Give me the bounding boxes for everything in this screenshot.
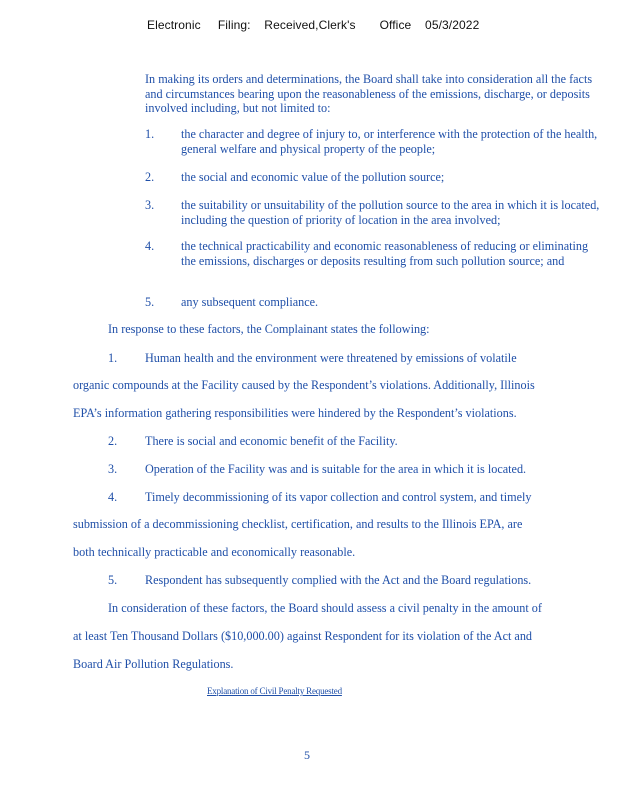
response-number: 1. [108, 351, 118, 365]
factor-text: the technical practicability and economic reasonableness of reducing or eliminating the emissions, discharges or deposits resulting from such pollution source; and [181, 239, 589, 268]
factor-number: 3. [145, 198, 155, 212]
factor-text: the social and economic value of the pollution source; [181, 170, 445, 184]
response-text: both technically practicable and economically reasonable. [73, 545, 356, 559]
response-intro: In response to these factors, the Complainant states the following: [108, 322, 430, 336]
factor-number: 5. [145, 295, 155, 309]
response-text: organic compounds at the Facility caused by the Respondent’s violations. Additionally, Illinois [73, 378, 535, 392]
response-text: Human health and the environment were threatened by emissions of volatile [145, 351, 517, 365]
filing-stamp: Electronic Filing: Received,Clerk's Office 05/3/2022 [147, 18, 480, 32]
response-number: 2. [108, 434, 118, 448]
section-heading: Explanation of Civil Penalty Requested [207, 686, 342, 696]
intro-paragraph: In making its orders and determinations, the Board shall take into consideration all the facts and circumstances bearing upon the reasonableness of the emissions, discharge, or deposits involved including, but not limited to: [145, 72, 593, 115]
response-number: 3. [108, 462, 118, 476]
conclusion-text: at least Ten Thousand Dollars ($10,000.00) against Respondent for its violation of the Act and [73, 629, 533, 643]
conclusion-text: In consideration of these factors, the Board should assess a civil penalty in the amount of [108, 601, 542, 615]
factor-number: 2. [145, 170, 155, 184]
response-text: Timely decommissioning of its vapor collection and control system, and timely [145, 490, 532, 504]
factor-text: the suitability or unsuitability of the pollution source to the area in which it is located, including the question of priority of location in the area involved; [181, 198, 600, 227]
response-number: 5. [108, 573, 118, 587]
factor-text: the character and degree of injury to, or interference with the protection of the health, general welfare and physical property of the people; [181, 127, 598, 156]
response-number: 4. [108, 490, 118, 504]
response-text: There is social and economic benefit of the Facility. [145, 434, 398, 448]
conclusion-text: Board Air Pollution Regulations. [73, 657, 234, 671]
response-text: Respondent has subsequently complied with the Act and the Board regulations. [145, 573, 532, 587]
page-number: 5 [304, 748, 310, 762]
factor-number: 1. [145, 127, 155, 141]
factor-text: any subsequent compliance. [181, 295, 319, 309]
factor-number: 4. [145, 239, 155, 253]
response-text: submission of a decommissioning checklist, certification, and results to the Illinois EPA, are [73, 517, 523, 531]
response-text: EPA’s information gathering responsibilities were hindered by the Respondent’s violations. [73, 406, 517, 420]
response-text: Operation of the Facility was and is suitable for the area in which it is located. [145, 462, 527, 476]
